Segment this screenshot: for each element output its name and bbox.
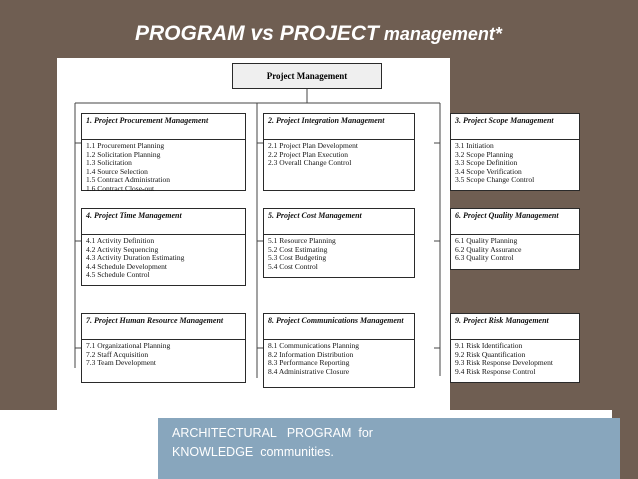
box-quality <box>450 208 580 270</box>
list-item: 1.3 Solicitation <box>86 158 132 168</box>
list-item: 3.1 Initiation <box>455 141 494 150</box>
list-item: 8.1 Communications Planning <box>268 341 360 350</box>
list-item: 6.2 Quality Assurance <box>455 244 522 254</box>
list-item: 5.3 Cost Budgeting <box>268 253 327 263</box>
list-item: 4.3 Activity Duration Estimating <box>86 253 185 263</box>
subtitle <box>172 424 373 462</box>
list-item: 9.2 Risk Quantification <box>455 349 526 359</box>
list-item: 1.5 Contract Administration <box>86 175 170 185</box>
list-item: 2.1 Project Plan Development <box>268 141 358 150</box>
list-item: 1.6 Contract Close-out <box>86 183 155 193</box>
list-item: 7.1 Organizational Planning <box>86 341 171 350</box>
list-item: 4.1 Activity Definition <box>86 236 155 245</box>
list-item: 9.3 Risk Response Development <box>455 358 553 368</box>
box-items <box>264 140 414 170</box>
subtitle-line-1: ARCHITECTURAL PROGRAM for <box>172 426 373 440</box>
list-item: 3.4 Scope Verification <box>455 166 522 176</box>
list-item: 9.1 Risk Identification <box>455 341 523 350</box>
box-items <box>82 235 245 282</box>
box-items <box>264 340 414 378</box>
box-risk <box>450 313 580 383</box>
box-header: 9. Project Risk Management <box>451 314 579 340</box>
list-item: 1.1 Procurement Planning <box>86 141 165 150</box>
root-box: Project Management <box>232 63 382 89</box>
list-item: 9.4 Risk Response Control <box>455 366 536 376</box>
box-header: 7. Project Human Resource Management <box>82 314 245 340</box>
box-procurement <box>81 113 246 191</box>
box-integration <box>263 113 415 191</box>
box-cost <box>263 208 415 278</box>
list-item: 4.2 Activity Sequencing <box>86 244 159 254</box>
list-item: 3.5 Scope Change Control <box>455 175 535 185</box>
slide-title-part1: PROGRAM vs PROJECT <box>135 22 379 45</box>
box-communications <box>263 313 415 388</box>
list-item: 5.2 Cost Estimating <box>268 244 328 254</box>
box-time <box>81 208 246 286</box>
box-human-resource <box>81 313 246 383</box>
box-items <box>451 140 579 187</box>
box-items <box>82 340 245 370</box>
box-header: 6. Project Quality Management <box>451 209 579 235</box>
project-management-diagram <box>57 58 450 410</box>
list-item: 6.1 Quality Planning <box>455 236 518 245</box>
box-items <box>82 140 245 196</box>
box-header: 8. Project Communications Management <box>264 314 414 340</box>
list-item: 2.2 Project Plan Execution <box>268 149 348 159</box>
subtitle-line-2: KNOWLEDGE communities. <box>172 445 334 459</box>
list-item: 8.3 Performance Reporting <box>268 358 350 368</box>
list-item: 2.3 Overall Change Control <box>268 158 352 168</box>
list-item: 1.4 Source Selection <box>86 166 148 176</box>
list-item: 7.2 Staff Acquisition <box>86 349 149 359</box>
list-item: 4.5 Schedule Control <box>86 270 150 280</box>
list-item: 5.1 Resource Planning <box>268 236 336 245</box>
list-item: 4.4 Schedule Development <box>86 261 168 271</box>
list-item: 3.3 Scope Definition <box>455 158 518 168</box>
box-header: 4. Project Time Management <box>82 209 245 235</box>
box-header: 5. Project Cost Management <box>264 209 414 235</box>
list-item: 6.3 Quality Control <box>455 253 514 263</box>
list-item: 5.4 Cost Control <box>268 261 318 271</box>
subtitle-callout <box>158 418 620 479</box>
list-item: 1.2 Solicitation Planning <box>86 149 161 159</box>
box-header: 1. Project Procurement Management <box>82 114 245 140</box>
list-item: 8.4 Administrative Closure <box>268 366 350 376</box>
box-scope-management <box>450 113 580 191</box>
box-items <box>451 235 579 265</box>
list-item: 7.3 Team Development <box>86 358 156 368</box>
box-header: 3. Project Scope Management <box>451 114 579 140</box>
slide-title <box>135 22 502 46</box>
box-header: 2. Project Integration Management <box>264 114 414 140</box>
box-items <box>451 340 579 378</box>
box-items <box>264 235 414 273</box>
slide-title-part2: management* <box>378 24 502 44</box>
list-item: 3.2 Scope Planning <box>455 149 514 159</box>
list-item: 8.2 Information Distribution <box>268 349 354 359</box>
